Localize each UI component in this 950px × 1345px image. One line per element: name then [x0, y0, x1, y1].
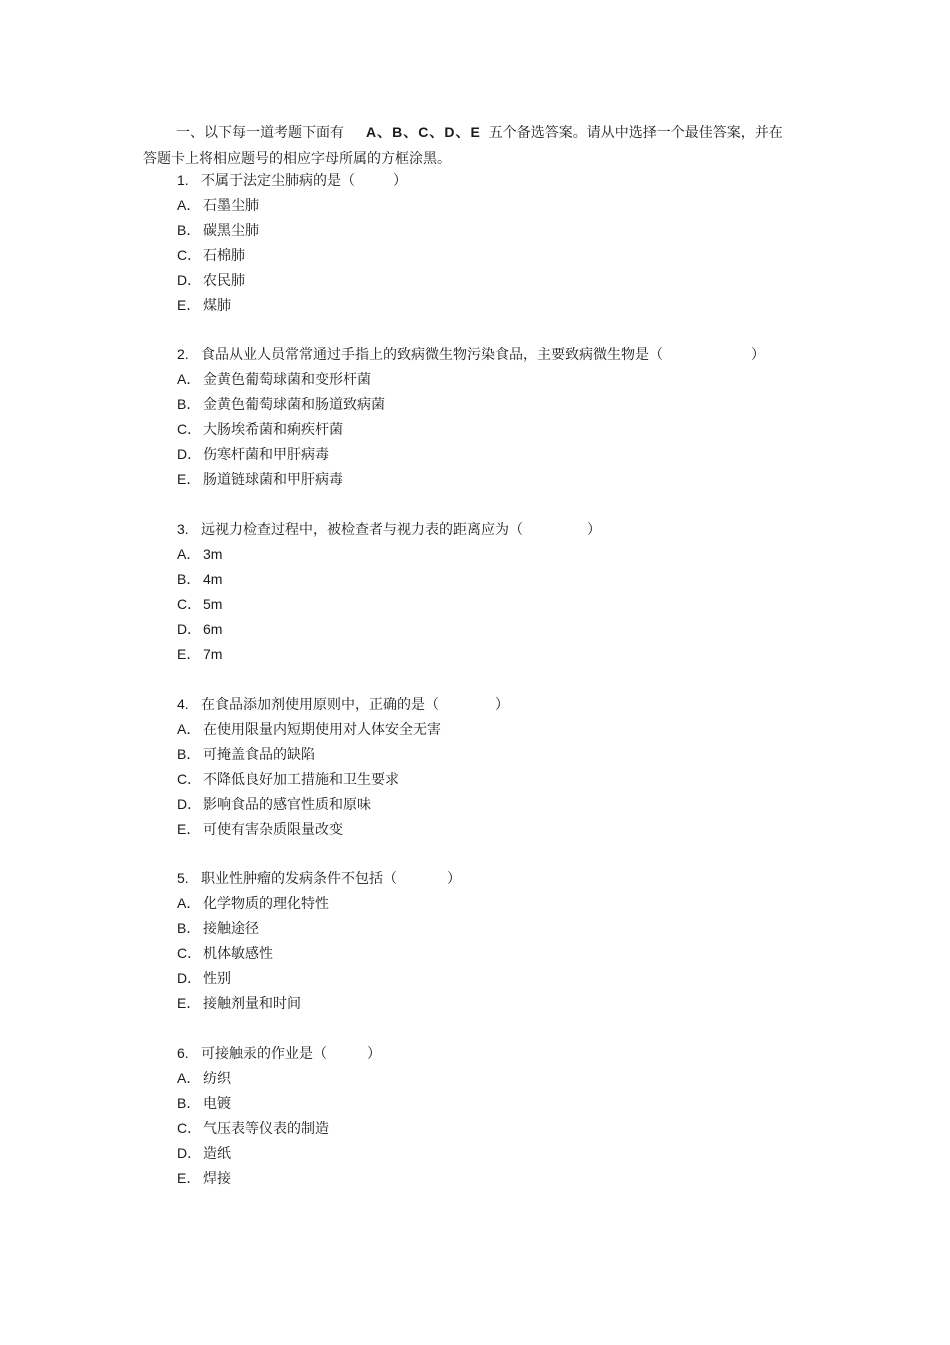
close-paren: ） [393, 173, 407, 189]
option-b: B． 可掩盖食品的缺陷 [177, 746, 315, 763]
question-5 [177, 866, 817, 1016]
option-a: A． 在使用限量内短期使用对人体安全无害 [177, 721, 441, 738]
option-e: E． 7m [177, 646, 223, 662]
option-c: C． 5m [177, 596, 223, 612]
option-a: A． 纺织 [177, 1070, 231, 1087]
question-text: 食品从业人员常常通过手指上的致病微生物污染食品，主要致病微生物是（ [201, 347, 663, 363]
question-number: 4. [177, 696, 189, 712]
option-c: C． 大肠埃希菌和痢疾杆菌 [177, 421, 343, 438]
option-d: D． 性别 [177, 970, 231, 987]
question-number: 3. [177, 521, 189, 537]
option-d: D． 影响食品的感官性质和原味 [177, 796, 371, 813]
question-stem [177, 168, 817, 193]
option-b: B． 4m [177, 571, 223, 587]
option-c: C． 机体敏感性 [177, 945, 273, 962]
question-number: 6. [177, 1045, 189, 1061]
option-d: D． 伤寒杆菌和甲肝病毒 [177, 446, 329, 463]
option-d: D． 农民肺 [177, 272, 245, 289]
close-paren: ） [751, 347, 765, 363]
question-2 [177, 342, 817, 492]
option-e: E． 肠道链球菌和甲肝病毒 [177, 471, 343, 488]
question-text: 不属于法定尘肺病的是（ [201, 173, 355, 189]
option-d: D． 造纸 [177, 1145, 231, 1162]
question-stem [177, 1041, 817, 1066]
option-c: C． 不降低良好加工措施和卫生要求 [177, 771, 399, 788]
option-b: B． 碳黑尘肺 [177, 222, 259, 239]
option-a: A． 3m [177, 546, 223, 562]
question-stem [177, 692, 817, 717]
option-a: A． 金黄色葡萄球菌和变形杆菌 [177, 371, 371, 388]
option-b: B． 接触途径 [177, 920, 259, 937]
close-paren: ） [587, 522, 601, 538]
question-stem [177, 342, 817, 367]
question-3 [177, 517, 817, 667]
option-c: C． 石棉肺 [177, 247, 245, 264]
answer-letters: A、B、C、D、E [366, 124, 481, 140]
option-d: D． 6m [177, 621, 223, 637]
question-4 [177, 692, 817, 842]
option-e: E． 可使有害杂质限量改变 [177, 821, 343, 838]
close-paren: ） [447, 871, 461, 887]
question-number: 1. [177, 172, 189, 188]
option-e: E． 接触剂量和时间 [177, 995, 301, 1012]
question-number: 2. [177, 346, 189, 362]
option-a: A． 化学物质的理化特性 [177, 895, 329, 912]
question-6 [177, 1041, 817, 1191]
question-stem [177, 517, 817, 542]
instructions-paragraph [143, 119, 793, 172]
question-1 [177, 168, 817, 318]
close-paren: ） [367, 1046, 381, 1062]
option-a: A． 石墨尘肺 [177, 197, 259, 214]
question-stem [177, 866, 817, 891]
option-e: E． 焊接 [177, 1170, 231, 1187]
question-text: 远视力检查过程中，被检查者与视力表的距离应为（ [201, 522, 523, 538]
question-text: 可接触汞的作业是（ [201, 1046, 327, 1062]
option-b: B． 电镀 [177, 1095, 231, 1112]
instructions-text-before: 一、以下每一道考题下面有 [176, 125, 344, 141]
option-c: C． 气压表等仪表的制造 [177, 1120, 329, 1137]
option-b: B． 金黄色葡萄球菌和肠道致病菌 [177, 396, 385, 413]
question-number: 5. [177, 870, 189, 886]
instructions-text-after: 五个备选答案。请从中选择一个最佳答案，并在答题卡上将相应题号的相应字母所属的方框涂黑。 [143, 125, 783, 167]
option-e: E． 煤肺 [177, 297, 231, 314]
question-text: 在食品添加剂使用原则中，正确的是（ [201, 697, 439, 713]
question-text: 职业性肿瘤的发病条件不包括（ [201, 871, 397, 887]
close-paren: ） [495, 697, 509, 713]
